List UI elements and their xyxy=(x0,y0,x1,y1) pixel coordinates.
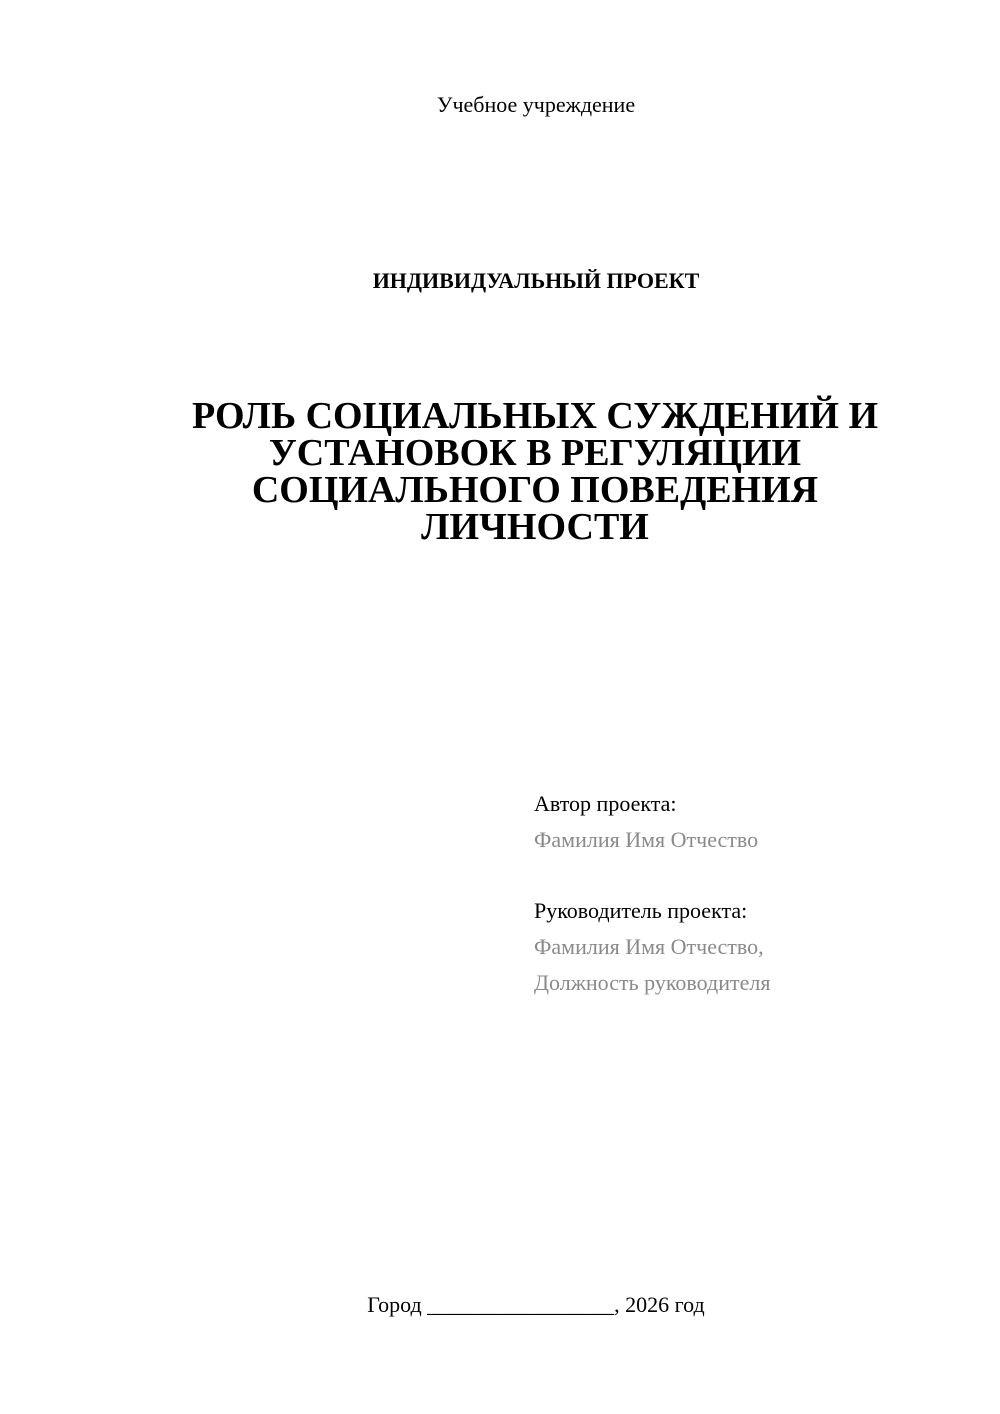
author-label: Автор проекта: xyxy=(534,791,677,816)
supervisor-label: Руководитель проекта: xyxy=(534,898,748,923)
project-title-line: ЛИЧНОСТИ xyxy=(421,506,649,548)
supervisor-block xyxy=(534,893,770,1001)
institution-name: Учебное учреждение xyxy=(436,92,636,117)
supervisor-name-placeholder: Фамилия Имя Отчество, xyxy=(534,934,764,959)
author-block xyxy=(534,786,758,858)
project-title-line: РОЛЬ СОЦИАЛЬНЫХ СУЖДЕНИЙ И xyxy=(191,395,879,437)
author-name-placeholder: Фамилия Имя Отчество xyxy=(534,827,759,852)
project-type-heading: ИНДИВИДУАЛЬНЫЙ ПРОЕКТ xyxy=(372,268,700,293)
city-year-line: Город _________________, 2026 год xyxy=(367,1292,705,1317)
supervisor-position-placeholder: Должность руководителя xyxy=(534,970,771,995)
project-title-line: СОЦИАЛЬНОГО ПОВЕДЕНИЯ xyxy=(251,469,819,511)
project-title-line: УСТАНОВОК В РЕГУЛЯЦИИ xyxy=(268,432,802,474)
project-title xyxy=(150,395,920,548)
